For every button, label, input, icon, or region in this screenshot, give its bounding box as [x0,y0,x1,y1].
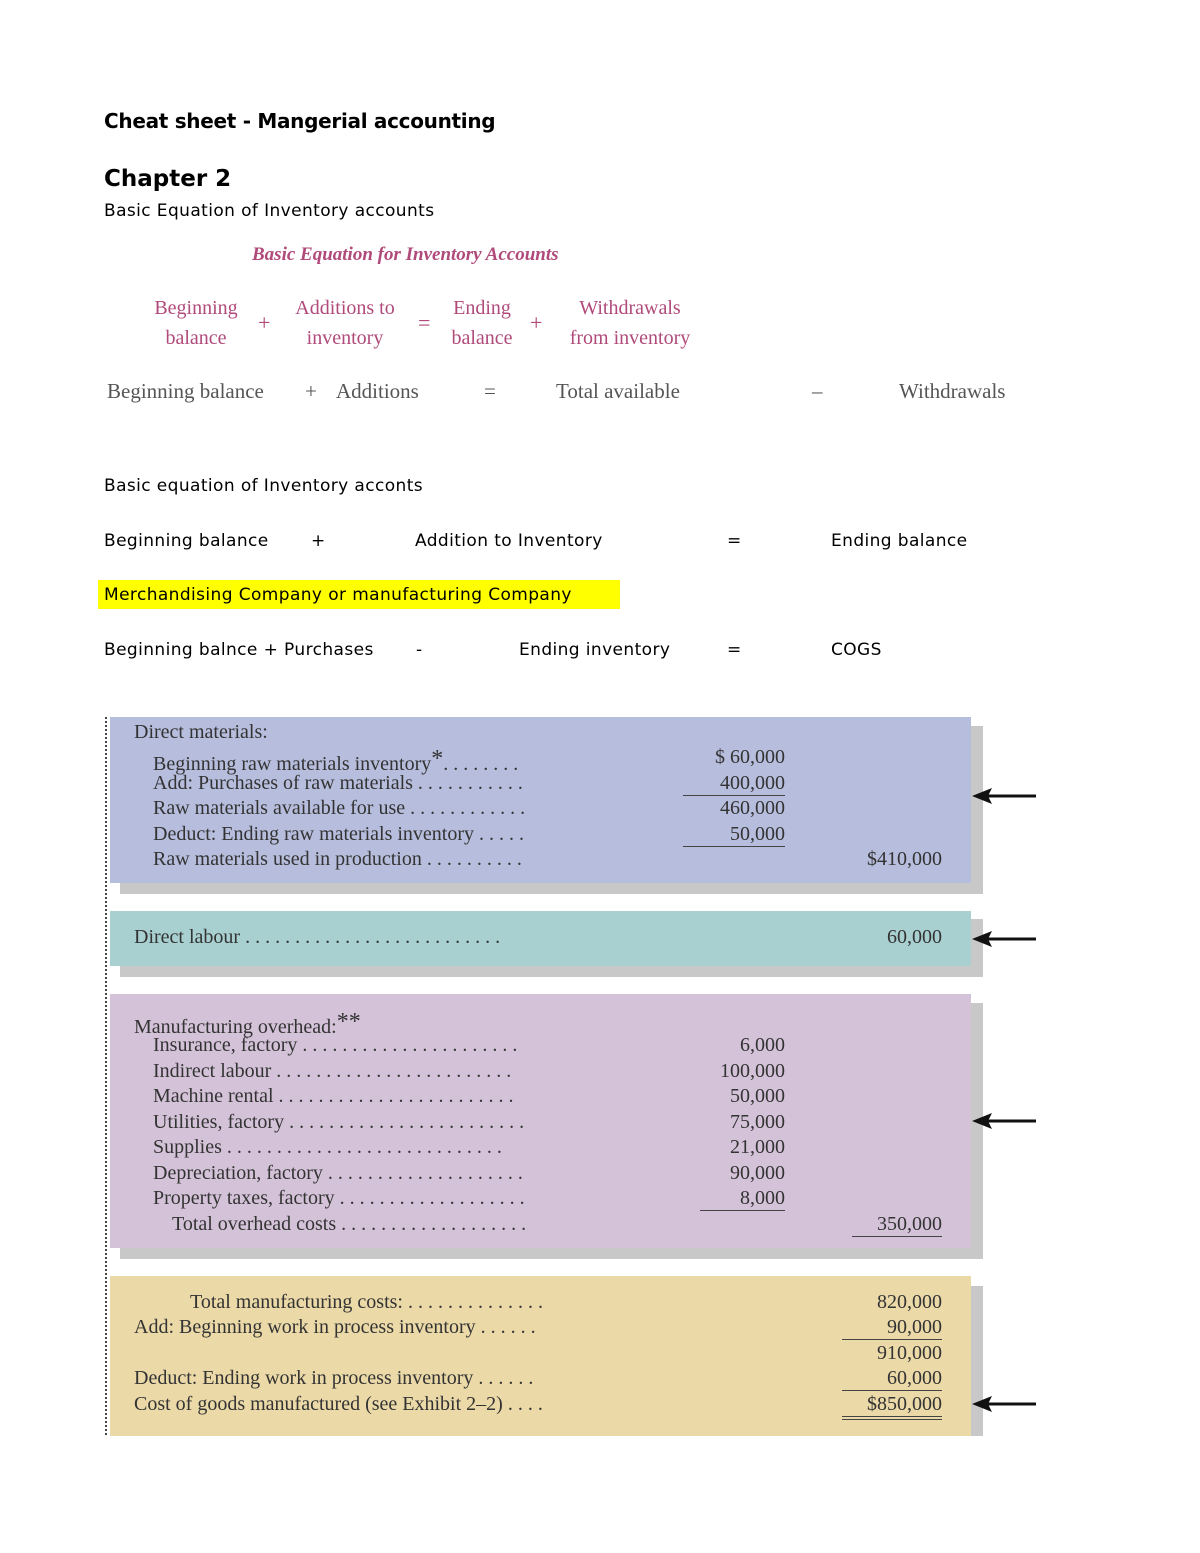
eq2-equals: = [727,640,742,660]
row-label: Utilities, factory [153,1110,285,1133]
amount-cell: 90,000 [730,1161,785,1184]
leader-dots: . . . . . . . . . . [426,848,522,870]
row-label: Insurance, factory [153,1034,298,1056]
row-label: Total overhead costs [172,1212,337,1235]
labour-row [134,926,500,949]
arrow-left-icon [972,1111,1036,1131]
amount-cell: 50,000 [683,823,785,847]
eq1-equals: = [727,531,742,551]
eq1-beginning: Beginning balance [104,531,269,551]
term-additions [276,293,414,353]
eq2-beginning: Beginning balnce + Purchases [104,640,374,660]
row2-plus: + [305,379,317,403]
amount-cell: $ 60,000 [715,746,785,768]
total-cell: 820,000 [877,1291,942,1313]
materials-row [153,848,522,871]
plus-operator: + [530,310,543,335]
eq1-ending: Ending balance [831,531,968,551]
amount-cell: 21,000 [730,1136,785,1158]
overhead-row [153,1111,524,1134]
overhead-row [153,1060,511,1083]
overhead-row [153,1085,514,1108]
row2-total-available: Total available [556,379,680,403]
term-beginning-balance [130,293,262,353]
overhead-row [153,1034,517,1057]
row2-additions: Additions [336,379,419,403]
leader-dots: . . . . . . . . . . . . . . [408,1291,543,1313]
row2-minus: – [812,379,823,403]
amount-cell: 460,000 [720,797,785,819]
leader-dots: . . . . . . . . . . . [417,772,523,794]
leader-dots: . . . . . . [480,1316,536,1338]
highlighted-note: Merchandising Company or manufacturing Company [104,585,572,605]
term-line: inventory [306,327,384,349]
amount-cell: 6,000 [740,1034,785,1056]
equals-operator: = [418,310,431,335]
overhead-row [153,1162,523,1185]
term-line: Beginning [154,297,238,319]
leader-dots: . . . . . . . . . . . . . . . . . . . . . . . . . . [245,926,501,948]
overhead-row [153,1187,525,1210]
row-label: Machine rental [153,1085,274,1107]
row-label: Add: Beginning work in process inventory [134,1316,476,1338]
term-line: balance [451,327,513,349]
leader-dots: . . . . . . . . . . . . . . . . . . . . . . . . [289,1110,525,1133]
row-label: Raw materials available for use [153,797,406,819]
term-line: Withdrawals [579,297,681,319]
overhead-row [153,1136,502,1159]
eq2-ending: Ending inventory [519,640,671,660]
term-withdrawals [550,293,710,353]
total-cell: 910,000 [877,1342,942,1364]
row-label: Deduct: Ending work in process inventory [134,1367,474,1389]
eq1-addition: Addition to Inventory [415,531,603,551]
term-line: balance [165,327,227,349]
total-cell: $410,000 [867,848,942,870]
typed-heading: Basic equation of Inventory acconts [104,476,424,496]
arrow-left-icon [972,786,1036,806]
leader-dots: . . . . . . . . . . . . . . . . . . . . . . [302,1034,518,1056]
row-label: Property taxes, factory [153,1187,335,1209]
term-line: from inventory [569,327,691,349]
section-subtitle: Basic Equation of Inventory accounts [104,201,435,221]
amount-cell: 400,000 [683,772,785,796]
leader-dots: . . . . . . [478,1367,534,1389]
leader-dots: . . . . . [479,823,525,845]
chapter-heading: Chapter 2 [104,166,232,192]
footnote-mark: * [431,746,444,772]
total-cell: $850,000 [842,1393,942,1420]
arrow-left-icon [972,1394,1036,1414]
total-cell: 60,000 [887,926,942,948]
materials-row [153,772,523,795]
row2-beginning: Beginning balance [107,379,264,403]
summary-row [190,1291,543,1314]
summary-row [134,1393,543,1416]
term-line: Additions to [295,297,395,319]
materials-row [153,797,525,820]
exhibit-left-border [105,717,107,1435]
leader-dots: . . . . . . . . . . . . . . . . . . . . . . . . [278,1085,514,1107]
row-label: Cost of goods manufactured (see Exhibit 2–2) [134,1393,503,1415]
row-label: Add: Purchases of raw materials [153,772,413,794]
row-label: Total manufacturing costs: [190,1291,403,1313]
leader-dots: . . . . . . . . [443,753,519,775]
leader-dots: . . . . . . . . . . . . . . . . . . . . . . . . [276,1059,512,1082]
overhead-row [172,1213,526,1236]
row-label: Beginning raw materials inventory [153,753,432,775]
materials-title: Direct materials: [134,721,268,743]
total-cell: 60,000 [842,1367,942,1391]
row2-withdrawals: Withdrawals [899,379,1006,403]
eq2-minus: - [416,640,423,660]
leader-dots: . . . . . . . . . . . . . . . . . . . [339,1187,525,1209]
amount-cell: 8,000 [700,1187,785,1211]
term-ending-balance [436,293,528,353]
row2-equals: = [484,379,496,403]
total-cell: 350,000 [852,1213,942,1237]
footnote-mark: ** [336,1009,361,1035]
materials-row [153,823,524,846]
leader-dots: . . . . . . . . . . . . . . . . . . . [341,1212,527,1235]
row-label: Depreciation, factory [153,1161,323,1184]
row-label: Indirect labour [153,1059,272,1082]
row-label: Supplies [153,1136,222,1158]
eq2-cogs: COGS [831,640,882,660]
overhead-title-text: Manufacturing overhead: [134,1016,337,1038]
leader-dots: . . . . . . . . . . . . [410,797,526,819]
row-label: Direct labour [134,926,241,948]
total-cell: 90,000 [842,1316,942,1340]
amount-cell: 100,000 [720,1059,785,1082]
summary-row [134,1316,536,1339]
document-title: Cheat sheet - Mangerial accounting [104,109,496,133]
arrow-left-icon [972,929,1036,949]
eq1-plus: + [311,531,326,551]
term-line: Ending [453,297,511,319]
leader-dots: . . . . [507,1393,543,1415]
summary-row [134,1367,533,1390]
amount-cell: 75,000 [730,1110,785,1133]
row-label: Deduct: Ending raw materials inventory [153,823,475,845]
plus-operator: + [258,310,271,335]
amount-cell: 50,000 [730,1085,785,1107]
leader-dots: . . . . . . . . . . . . . . . . . . . . [327,1161,523,1184]
row-label: Raw materials used in production [153,848,422,870]
leader-dots: . . . . . . . . . . . . . . . . . . . . . . . . . . . . [226,1136,502,1158]
figure-heading: Basic Equation for Inventory Accounts [252,244,559,265]
